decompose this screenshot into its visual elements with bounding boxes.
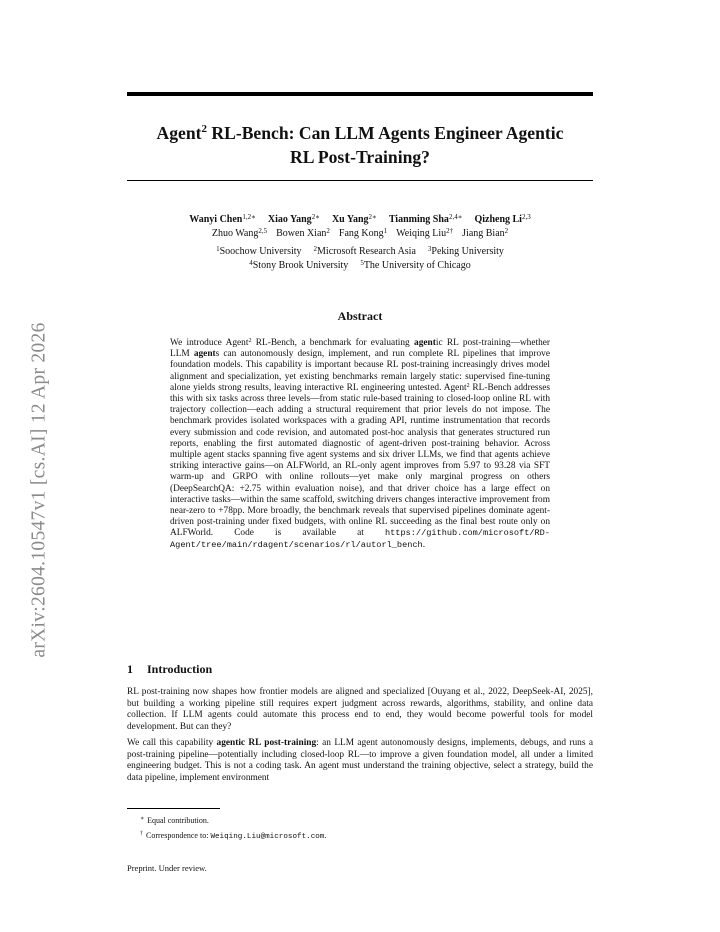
author-name-text: Qizheng Li	[474, 214, 522, 225]
preprint-notice: Preprint. Under review.	[127, 863, 207, 873]
affiliation-name: The University of Chicago	[363, 259, 471, 271]
intro-paragraph-1: RL post-training now shapes how frontier models are aligned and specialized [Ouyang et al., 2022, DeepSeek-AI, 2025], but building a working pipeline still requires expert judgment across rewards, algorithms, stability, and online data collection. If LLM agents could automate this process end to end, they would become powerful tools for model development. But can they?	[127, 687, 593, 732]
title-line-1	[127, 117, 593, 145]
section-number: 1	[127, 662, 133, 676]
author-affiliation-mark: 2,3	[521, 213, 531, 221]
author-name-text: Wanyi Chen	[189, 214, 243, 225]
intro-paragraph-2	[127, 738, 593, 784]
affiliation-name: Microsoft Research Asia	[317, 246, 416, 257]
abstract-heading: Abstract	[337, 309, 383, 323]
abstract-seg-3: ic RL post-training—whether LLM	[170, 338, 551, 360]
title-top-rule	[127, 92, 593, 96]
authors-line-1	[127, 213, 593, 227]
abstract-sup-2: 2	[466, 382, 470, 389]
abstract-sup-1: 2	[248, 338, 252, 344]
affiliation-number: 1	[216, 245, 220, 253]
section-heading-introduction	[127, 662, 212, 677]
abstract-paragraph	[170, 338, 550, 551]
intro-p2-a: We call this capability	[127, 738, 217, 748]
affiliation-number: 5	[360, 258, 364, 267]
author-name	[462, 228, 508, 239]
affiliation-name: Soochow University	[219, 246, 302, 257]
author-affiliation-mark: 2,5	[258, 226, 268, 235]
title-text-pre: Agent	[156, 122, 202, 143]
author-affiliation-mark: 2∗	[368, 213, 377, 221]
author-affiliation-mark: 1	[383, 226, 388, 235]
affiliation-name: Peking University	[431, 246, 504, 257]
author-affiliation-mark: 2	[504, 226, 509, 235]
authors-line-2	[127, 227, 593, 241]
author-affiliation-mark: 1,2∗	[242, 213, 256, 221]
author-name-text: Weiqing Liu	[396, 227, 447, 239]
code-url-link[interactable]: https://github.com/microsoft/RD-Agent/tree/main/rdagent/scenarios/rl/autorl_bench	[170, 528, 550, 550]
footnote-mark-2: †	[140, 830, 143, 837]
arxiv-stamp	[26, 120, 54, 860]
author-name-text: Fang Kong	[338, 227, 384, 239]
author-name	[339, 228, 387, 239]
affiliations-line-2	[127, 259, 593, 273]
correspondence-email-link[interactable]: Weiqing.Liu@microsoft.com	[210, 832, 325, 841]
author-name-text: Zhuo Wang	[211, 227, 259, 239]
abstract-seg-4: s can autonomously design, implement, and run complete RL pipelines that improve foundation models. This capability is important because RL post-training increasingly drives model alignment and specialization, yet existing benchmarks remain largely static: supervised fine-tuning alone yields strong results, leaving interactive RL engineering untested. Agent	[170, 349, 550, 393]
abstract-seg-5: RL-Bench addresses this with six tasks across three levels—from static rule-based training to closed-loop online RL with trajectory collection—each adding a structural requirement that prior levels do not impose. The benchmark provides isolated workspaces with a grading API, runtime instrumentation that records every submission and code revision, and automated post-hoc analysis that generates structured run reports, enabling the first automated diagnostic of agent-driven post-training behavior. Across multiple agent stacks spanning five agent systems and six driver LLMs, we find that agents achieve striking interactive gains—on ALFWorld, an RL-only agent improves from 5.97 to 93.28 via SFT warm-up and GRPO with online rollouts—yet make only marginal progress on others (DeepSearchQA: +2.75 within evaluation noise), and that driver choice has a large effect on interactive tasks—within the same scaffold, switching drivers changes interactive improvement from near-zero to +78pp. More broadly, the benchmark reveals that supervised pipelines dominate agent-driven post-training under fixed budgets, with online RL succeeding as the final best route only on ALFWorld. Code is available at	[170, 382, 550, 539]
affiliation-number: 4	[249, 258, 253, 267]
arxiv-stamp-text: arXiv:2604.10547v1 [cs.AI] 12 Apr 2026	[29, 322, 50, 658]
title-superscript: 2	[201, 123, 207, 135]
affiliations-line-1	[127, 245, 593, 259]
abstract-body	[170, 338, 550, 551]
footnote-correspondence	[140, 828, 326, 844]
author-name	[276, 228, 330, 239]
abstract-bold-2: agent	[193, 349, 216, 360]
author-name-text: Bowen Xian	[276, 227, 327, 239]
author-affiliation-mark: 2∗	[311, 213, 320, 221]
footnote-mark-1: ∗	[140, 816, 145, 822]
introduction-body	[127, 687, 593, 789]
abstract-end: .	[422, 539, 426, 550]
abstract-seg-2: RL-Bench, a benchmark for evaluating	[251, 338, 415, 348]
author-name	[332, 214, 377, 225]
footnotes	[140, 813, 326, 843]
author-name	[268, 214, 320, 225]
intro-p2-bold: agentic RL post-training	[216, 738, 317, 748]
footnote-equal-contribution	[140, 813, 326, 828]
affiliation-name: Stony Brook University	[252, 259, 349, 271]
footnote-rule	[127, 808, 220, 809]
footnote-text-2: Correspondence to:	[146, 830, 211, 840]
affiliation	[428, 246, 504, 257]
author-name-text: Xu Yang	[331, 214, 369, 225]
author-name	[474, 214, 530, 225]
author-name	[212, 228, 267, 239]
affiliation-number: 2	[313, 245, 318, 253]
footnote-text-2-end: .	[324, 830, 327, 840]
intro-p2-b: : an LLM agent autonomously designs, implements, debugs, and runs a post-training pipeline—potentially including closed-loop RL—to improve a given foundation model, all under a limited engineering budget. This is not a coding task. An agent must understand the training objective, select a strategy, build the data pipeline, implement environment	[127, 738, 593, 783]
author-block	[127, 213, 593, 272]
footnote-text-1: Equal contribution.	[147, 816, 209, 825]
affiliation-number: 3	[427, 245, 432, 253]
author-name-text: Jiang Bian	[462, 227, 505, 239]
author-affiliation-mark: 2	[326, 226, 330, 235]
affiliation	[314, 246, 416, 257]
title-line-2: RL Post-Training?	[290, 146, 430, 167]
abstract-bold-1: agent	[414, 338, 436, 348]
affiliation	[249, 260, 348, 271]
author-name	[389, 214, 463, 225]
author-name	[189, 214, 256, 225]
author-name-text: Tianming Sha	[388, 214, 449, 225]
author-affiliation-mark: 2,4∗	[448, 213, 463, 221]
abstract-seg-1: We introduce Agent	[170, 338, 249, 348]
affiliation	[360, 260, 470, 271]
affiliation	[216, 246, 301, 257]
author-name-text: Xiao Yang	[267, 214, 312, 225]
paper-title	[127, 117, 593, 169]
author-affiliation-mark: 2†	[446, 226, 454, 235]
title-bottom-rule	[127, 180, 593, 181]
section-title-text: Introduction	[147, 662, 213, 676]
title-text-post: RL-Bench: Can LLM Agents Engineer Agentic	[207, 122, 564, 143]
author-name	[396, 228, 453, 239]
